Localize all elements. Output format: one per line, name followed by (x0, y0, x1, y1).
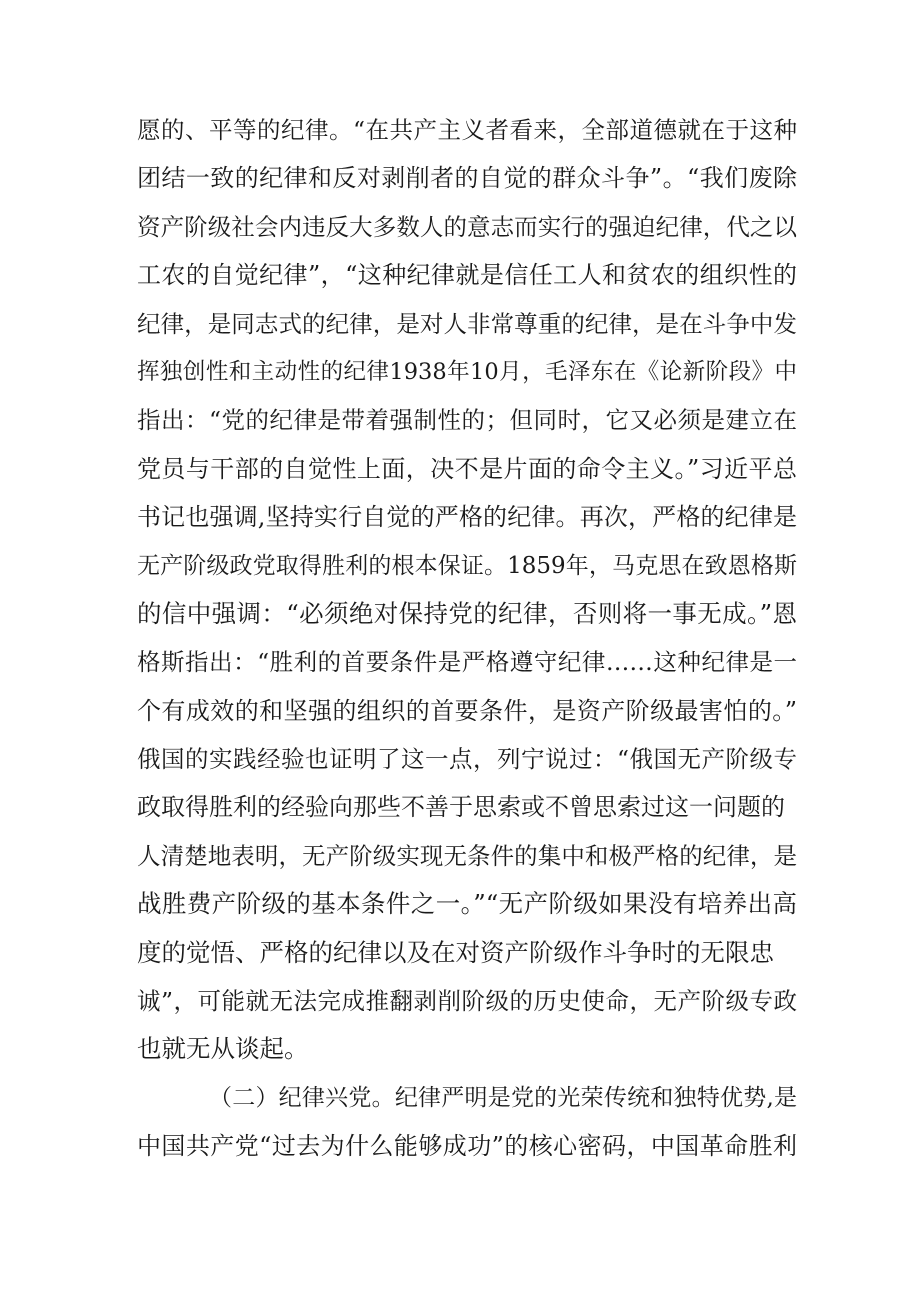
text-line-14: 俄国的实践经验也证明了这一点，列宁说过：“俄国无产阶级专 (137, 745, 797, 774)
text-line-8: 党员与干部的自觉性上面，决不是片面的命令主义。”习近平总 (137, 454, 797, 483)
text-line-5: 纪律，是同志式的纪律，是对人非常尊重的纪律，是在斗争中发 (137, 309, 797, 338)
text-line-19: 诚”，可能就无法完成推翻剥削阶级的历史使命，无产阶级专政 (137, 987, 797, 1016)
section-heading-line: （二）纪律兴党。纪律严明是党的光荣传统和独特优势,是 (209, 1084, 797, 1111)
document-body-text (137, 106, 797, 1171)
text-line-18: 度的觉悟、严格的纪律以及在对资产阶级作斗争时的无限忠 (137, 937, 774, 967)
text-line-10: 无产阶级政党取得胜利的根本保证。1859年，马克思在致恩格斯 (137, 552, 797, 579)
text-line-7: 指出：“党的纪律是带着强制性的；但同时，它又必须是建立在 (137, 406, 797, 435)
text-line-20: 也就无从谈起。 (137, 1034, 309, 1064)
text-line-16: 人清楚地表明，无产阶级实现无条件的集中和极严格的纪律，是 (137, 841, 797, 870)
text-line-15: 政取得胜利的经验向那些不善于思索或不曾思索过这一问题的 (137, 793, 785, 822)
text-line-9: 书记也强调,坚持实行自觉的严格的纪律。再次，严格的纪律是 (137, 503, 797, 532)
text-line-13: 个有成效的和坚强的组织的首要条件，是资产阶级最害怕的。” (137, 696, 797, 725)
text-line-12: 格斯指出：“胜利的首要条件是严格遵守纪律……这种纪律是一 (137, 648, 797, 677)
text-line-4: 工农的自觉纪律”，“这种纪律就是信任工人和贫农的组织性的 (137, 261, 797, 290)
text-line-3: 资产阶级社会内违反大多数人的意志而实行的强迫纪律，代之以 (137, 212, 797, 241)
text-line-1: 愿的、平等的纪律。“在共产主义者看来，全部道德就在于这种 (137, 116, 797, 144)
text-line-22: 中国共产党“过去为什么能够成功”的核心密码，中国革命胜利 (137, 1132, 797, 1161)
text-line-17: 战胜费产阶级的基本条件之一。”“无产阶级如果没有培养出高 (137, 889, 797, 919)
text-line-2: 团结一致的纪律和反对剥削者的自觉的群众斗争”。“我们废除 (137, 164, 797, 193)
text-line-11: 的信中强调：“必须绝对保持党的纪律，否则将一事无成。”恩 (137, 598, 797, 628)
text-line-6: 挥独创性和主动性的纪律1938年10月，毛泽东在《论新阶段》中 (137, 358, 797, 385)
